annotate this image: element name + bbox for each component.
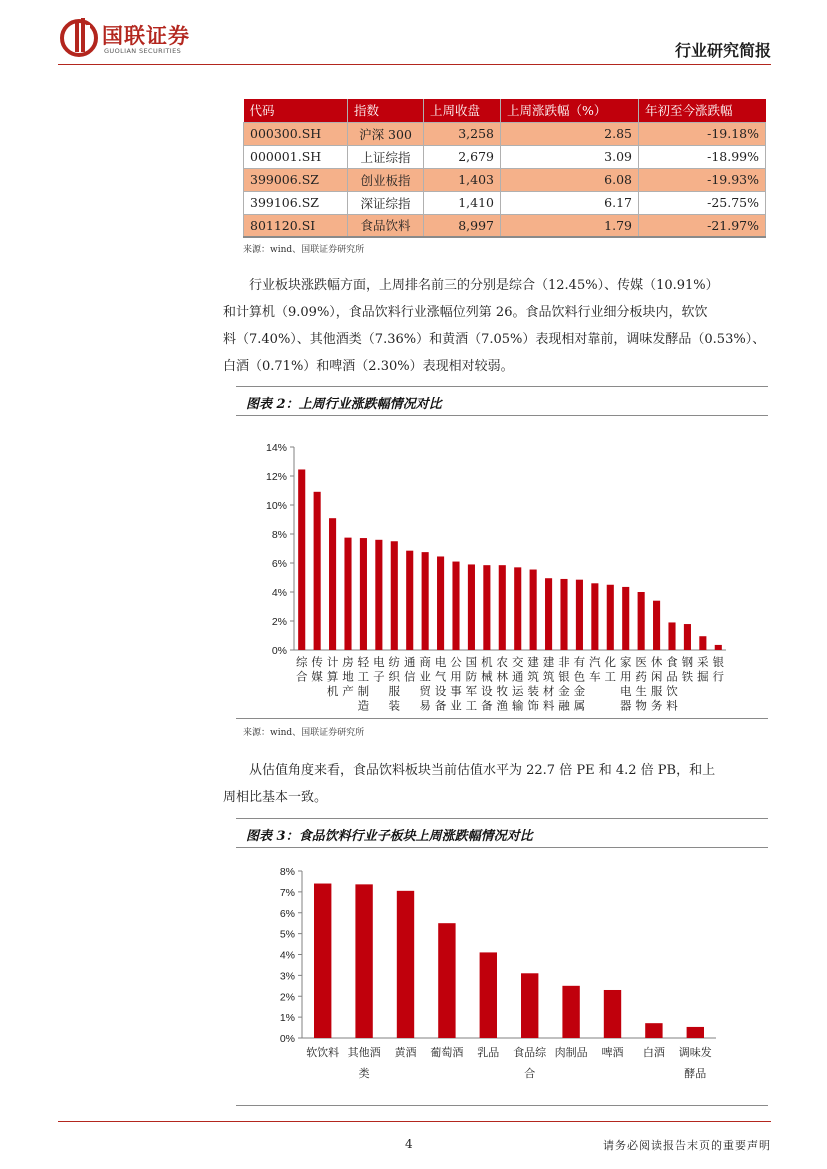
x-category-label xyxy=(404,655,416,684)
bar-家用电器 xyxy=(622,587,629,650)
svg-text:生: 生 xyxy=(635,684,647,698)
x-category-label xyxy=(697,655,709,684)
col-header-ytd-change: 年初至今涨跌幅 xyxy=(639,99,766,122)
svg-text:家: 家 xyxy=(619,655,632,669)
svg-text:金: 金 xyxy=(558,684,570,698)
table-row xyxy=(244,168,766,191)
x-category-label xyxy=(311,655,323,684)
svg-text:工: 工 xyxy=(604,669,617,684)
y-tick-label: 7% xyxy=(279,886,295,899)
bar-有色金属 xyxy=(576,580,583,650)
svg-text:地: 地 xyxy=(342,669,354,684)
bar-建筑材料 xyxy=(545,578,552,650)
figure3-title-bar xyxy=(236,818,768,848)
cell-close: 8,997 xyxy=(424,214,501,237)
svg-text:色: 色 xyxy=(573,669,586,684)
bar-交通运输 xyxy=(514,567,521,650)
svg-text:电: 电 xyxy=(373,655,385,669)
svg-text:黄酒: 黄酒 xyxy=(394,1046,417,1059)
x-category-label xyxy=(466,655,478,713)
svg-text:有: 有 xyxy=(573,655,586,669)
svg-text:软饮料: 软饮料 xyxy=(306,1046,340,1059)
svg-text:械: 械 xyxy=(481,669,493,684)
y-tick-label: 14% xyxy=(265,442,287,454)
cell-index-name: 食品饮料 xyxy=(348,214,424,237)
svg-text:肉制品: 肉制品 xyxy=(554,1046,588,1059)
svg-text:电: 电 xyxy=(619,684,632,698)
cell-ytd-change: -19.18% xyxy=(639,122,766,145)
svg-text:食品综: 食品综 xyxy=(513,1046,547,1059)
svg-text:事: 事 xyxy=(450,684,462,698)
x-category-label xyxy=(497,655,509,713)
svg-text:铁: 铁 xyxy=(681,669,694,684)
svg-text:饰: 饰 xyxy=(527,698,539,713)
col-header-week-change: 上周涨跌幅（%） xyxy=(501,99,639,122)
table-row xyxy=(244,145,766,168)
svg-text:业: 业 xyxy=(419,669,431,684)
bar-食品饮料 xyxy=(668,622,675,650)
svg-text:渔: 渔 xyxy=(496,698,509,713)
svg-text:闲: 闲 xyxy=(650,669,663,684)
svg-text:制: 制 xyxy=(357,684,370,698)
svg-text:白酒: 白酒 xyxy=(642,1046,665,1059)
paragraph-line: 从估值角度来看，食品饮料板块当前估值水平为 22.7 倍 PE 和 4.2 倍 PB，和上 xyxy=(249,763,716,778)
bar-黄酒 xyxy=(397,891,414,1038)
bar-其他酒类 xyxy=(355,884,372,1038)
svg-text:食: 食 xyxy=(666,655,678,669)
x-category-label xyxy=(342,655,354,698)
x-category-label xyxy=(348,1045,381,1080)
svg-text:商: 商 xyxy=(419,655,431,669)
y-tick-label: 10% xyxy=(265,500,287,512)
col-header-code: 代码 xyxy=(244,99,348,122)
svg-text:传: 传 xyxy=(311,655,323,669)
bar-电子 xyxy=(375,540,382,650)
index-performance-table xyxy=(243,99,766,238)
svg-text:筑: 筑 xyxy=(542,669,555,684)
x-category-label xyxy=(666,655,678,713)
paragraph-line: 行业板块涨跌幅方面，上周排名前三的分别是综合（12.45%）、传媒（10.91%） xyxy=(249,278,719,293)
y-tick-label: 8% xyxy=(279,866,295,878)
x-category-label xyxy=(358,655,370,713)
cell-ytd-change: -19.93% xyxy=(639,168,766,191)
svg-text:电: 电 xyxy=(434,655,447,669)
svg-text:汽: 汽 xyxy=(589,655,601,669)
svg-text:运: 运 xyxy=(511,684,524,698)
svg-text:物: 物 xyxy=(635,698,647,713)
logo-chinese-name: 国联证券 xyxy=(102,24,190,48)
cell-index-name: 沪深 300 xyxy=(348,122,424,145)
bar-化工 xyxy=(607,585,614,650)
svg-text:媒: 媒 xyxy=(311,669,323,684)
bar-农林牧渔 xyxy=(499,565,506,650)
svg-text:服: 服 xyxy=(650,684,663,698)
bar-乳品 xyxy=(480,952,497,1038)
x-category-label xyxy=(296,655,308,684)
bar-国防军工 xyxy=(468,564,475,650)
bar-传媒 xyxy=(314,492,321,650)
x-category-label xyxy=(679,1045,712,1080)
svg-text:军: 军 xyxy=(465,684,478,698)
y-tick-label: 5% xyxy=(279,928,295,941)
svg-text:综: 综 xyxy=(295,655,308,669)
svg-text:业: 业 xyxy=(450,698,462,713)
figure3-bottom-rule xyxy=(236,1105,768,1106)
svg-text:合: 合 xyxy=(295,669,308,684)
x-category-label xyxy=(527,655,539,713)
svg-text:设: 设 xyxy=(434,684,447,698)
svg-text:器: 器 xyxy=(619,698,632,713)
svg-text:银: 银 xyxy=(558,669,570,684)
bar-肉制品 xyxy=(562,986,579,1038)
bar-钢铁 xyxy=(684,624,691,650)
paragraph-line: 白酒（0.71%）和啤酒（2.30%）表现相对较弱。 xyxy=(223,359,514,374)
bar-纺织服装 xyxy=(391,541,398,650)
svg-text:筑: 筑 xyxy=(527,669,539,684)
y-tick-label: 3% xyxy=(279,970,295,983)
cell-code: 801120.SI xyxy=(244,214,348,237)
svg-text:用: 用 xyxy=(450,669,462,684)
svg-text:装: 装 xyxy=(388,698,401,713)
svg-text:服: 服 xyxy=(388,684,401,698)
bar-公用事业 xyxy=(452,562,459,650)
cell-ytd-change: -21.97% xyxy=(639,214,766,237)
svg-text:材: 材 xyxy=(542,684,555,698)
cell-ytd-change: -25.75% xyxy=(639,191,766,214)
cell-week-change: 2.85 xyxy=(501,122,639,145)
x-category-label xyxy=(419,655,431,713)
figure2-title-bar xyxy=(236,386,768,416)
x-category-label xyxy=(558,655,570,713)
svg-text:产: 产 xyxy=(342,684,354,698)
figure3-title: 图表 3：食品饮料行业子板块上周涨跌幅情况对比 xyxy=(246,829,533,844)
chart-svg xyxy=(236,430,768,716)
svg-text:织: 织 xyxy=(388,669,401,684)
paragraph-line: 和计算机（9.09%），食品饮料行业涨幅位列第 26。食品饮料行业细分板块内，软饮 xyxy=(223,305,708,320)
x-category-label xyxy=(306,1045,339,1059)
x-category-label xyxy=(327,655,339,698)
x-category-label xyxy=(512,655,524,713)
svg-text:行: 行 xyxy=(712,669,725,684)
svg-text:牧: 牧 xyxy=(496,684,509,698)
x-category-label xyxy=(450,655,462,713)
svg-text:输: 输 xyxy=(511,698,524,713)
company-logo xyxy=(58,16,228,62)
bar-调味发酵品 xyxy=(687,1027,704,1038)
x-category-label xyxy=(477,1046,499,1059)
svg-text:通: 通 xyxy=(511,669,524,684)
bar-计算机 xyxy=(329,518,336,650)
x-category-label xyxy=(635,655,647,713)
x-category-label xyxy=(481,655,493,713)
svg-text:医: 医 xyxy=(635,655,647,669)
svg-text:属: 属 xyxy=(573,698,586,713)
svg-text:工: 工 xyxy=(465,698,478,713)
svg-text:设: 设 xyxy=(481,684,493,698)
svg-text:备: 备 xyxy=(481,698,493,713)
bar-银行 xyxy=(715,645,722,650)
chart-svg xyxy=(236,858,768,1103)
svg-text:料: 料 xyxy=(666,698,678,713)
x-category-label xyxy=(395,1045,417,1059)
x-category-label xyxy=(605,655,617,684)
footer-divider xyxy=(58,1121,771,1122)
bar-白酒 xyxy=(645,1023,662,1038)
svg-text:林: 林 xyxy=(496,669,509,684)
bar-建筑装饰 xyxy=(530,570,537,650)
table-row xyxy=(244,214,766,237)
bar-通信 xyxy=(406,551,413,650)
paragraph-line: 周相比基本一致。 xyxy=(223,790,328,805)
cell-code: 399106.SZ xyxy=(244,191,348,214)
valuation-paragraph xyxy=(223,757,768,811)
y-tick-label: 8% xyxy=(271,529,287,541)
cell-index-name: 创业板指 xyxy=(348,168,424,191)
industry-change-chart xyxy=(236,430,768,716)
cell-week-change: 6.08 xyxy=(501,168,639,191)
svg-text:钢: 钢 xyxy=(681,655,694,669)
cell-index-name: 深证综指 xyxy=(348,191,424,214)
svg-text:交: 交 xyxy=(511,655,524,669)
svg-text:车: 车 xyxy=(589,669,601,684)
svg-text:采: 采 xyxy=(697,655,709,669)
bar-采掘 xyxy=(699,636,706,650)
svg-text:类: 类 xyxy=(358,1067,370,1080)
svg-text:算: 算 xyxy=(326,669,339,684)
x-category-label xyxy=(543,655,555,713)
x-category-label xyxy=(602,1046,624,1059)
svg-text:国: 国 xyxy=(465,655,478,669)
svg-text:轻: 轻 xyxy=(357,655,370,669)
svg-text:其他酒: 其他酒 xyxy=(347,1046,381,1059)
svg-text:备: 备 xyxy=(434,698,447,713)
y-tick-label: 6% xyxy=(279,907,295,920)
svg-text:计: 计 xyxy=(326,655,339,669)
x-category-label xyxy=(430,1045,463,1059)
y-tick-label: 0% xyxy=(271,645,287,657)
x-category-label xyxy=(389,655,401,713)
bar-食品综合 xyxy=(521,973,538,1038)
svg-text:气: 气 xyxy=(434,669,447,684)
cell-index-name: 上证综指 xyxy=(348,145,424,168)
svg-text:休: 休 xyxy=(650,655,663,669)
x-category-label xyxy=(682,655,694,684)
svg-text:农: 农 xyxy=(496,655,509,669)
industry-performance-paragraph xyxy=(223,272,768,380)
svg-text:贸: 贸 xyxy=(419,684,431,698)
cell-week-change: 6.17 xyxy=(501,191,639,214)
svg-text:用: 用 xyxy=(619,669,632,684)
x-category-label xyxy=(373,655,385,684)
svg-text:造: 造 xyxy=(357,698,370,713)
page-number: 4 xyxy=(405,1137,413,1151)
paragraph-line: 料（7.40%）、其他酒类（7.36%）和黄酒（7.05%）表现相对靠前，调味发酵品（0.53%）、 xyxy=(223,332,766,347)
cell-close: 2,679 xyxy=(424,145,501,168)
logo-english-name: GUOLIAN SECURITIES xyxy=(104,47,182,55)
y-tick-label: 2% xyxy=(279,991,295,1004)
cell-week-change: 3.09 xyxy=(501,145,639,168)
cell-close: 1,410 xyxy=(424,191,501,214)
bar-休闲服务 xyxy=(653,601,660,650)
bar-啤酒 xyxy=(604,990,621,1038)
svg-text:融: 融 xyxy=(558,698,570,713)
y-tick-label: 6% xyxy=(271,558,287,570)
x-category-label xyxy=(555,1045,588,1059)
table-source-note: 来源：wind、国联证券研究所 xyxy=(243,245,365,255)
cell-close: 3,258 xyxy=(424,122,501,145)
svg-text:装: 装 xyxy=(527,684,539,698)
y-tick-label: 4% xyxy=(271,587,287,599)
svg-text:易: 易 xyxy=(419,698,431,713)
header-divider xyxy=(58,64,771,65)
y-tick-label: 0% xyxy=(279,1033,295,1045)
bar-商业贸易 xyxy=(422,552,429,650)
bar-轻工制造 xyxy=(360,538,367,650)
logo-mark-icon xyxy=(58,16,100,58)
table-row xyxy=(244,122,766,145)
svg-text:料: 料 xyxy=(542,698,555,713)
svg-text:务: 务 xyxy=(650,698,663,713)
footer-disclaimer: 请务必阅读报告末页的重要声明 xyxy=(603,1139,771,1152)
svg-text:房: 房 xyxy=(342,655,354,669)
svg-text:银: 银 xyxy=(712,655,725,669)
cell-code: 000001.SH xyxy=(244,145,348,168)
bar-电气设备 xyxy=(437,556,444,650)
cell-week-change: 1.79 xyxy=(501,214,639,237)
svg-text:合: 合 xyxy=(524,1067,536,1080)
col-header-close: 上周收盘 xyxy=(424,99,501,122)
svg-text:通: 通 xyxy=(403,655,416,669)
x-category-label xyxy=(513,1045,547,1080)
x-category-label xyxy=(713,655,725,684)
svg-text:葡萄酒: 葡萄酒 xyxy=(430,1046,464,1059)
svg-text:酵品: 酵品 xyxy=(684,1067,707,1080)
svg-text:化: 化 xyxy=(604,655,617,669)
svg-text:品: 品 xyxy=(666,669,678,684)
y-tick-label: 2% xyxy=(271,616,287,628)
svg-text:工: 工 xyxy=(357,669,370,684)
svg-text:非: 非 xyxy=(558,655,570,669)
table-header-row xyxy=(244,99,766,122)
x-category-label xyxy=(435,655,447,713)
bar-非银金融 xyxy=(560,579,567,650)
svg-text:信: 信 xyxy=(403,669,416,684)
bar-葡萄酒 xyxy=(438,923,455,1038)
document-type: 行业研究简报 xyxy=(674,41,771,60)
y-tick-label: 1% xyxy=(279,1012,295,1025)
cell-code: 000300.SH xyxy=(244,122,348,145)
figure2-title: 图表 2：上周行业涨跌幅情况对比 xyxy=(246,397,442,412)
svg-text:金: 金 xyxy=(573,684,586,698)
cell-close: 1,403 xyxy=(424,168,501,191)
cell-ytd-change: -18.99% xyxy=(639,145,766,168)
cell-code: 399006.SZ xyxy=(244,168,348,191)
svg-text:机: 机 xyxy=(326,684,339,698)
figure2-source-note: 来源：wind、国联证券研究所 xyxy=(243,728,365,738)
bar-综合 xyxy=(298,469,305,650)
bar-机械设备 xyxy=(483,565,490,650)
y-tick-label: 4% xyxy=(279,949,295,962)
svg-text:建: 建 xyxy=(527,655,539,669)
x-category-label xyxy=(574,655,586,713)
svg-text:药: 药 xyxy=(635,669,647,684)
svg-text:调味发: 调味发 xyxy=(678,1046,712,1059)
col-header-index: 指数 xyxy=(348,99,424,122)
svg-text:饮: 饮 xyxy=(666,684,678,698)
bar-房地产 xyxy=(344,538,351,650)
svg-text:机: 机 xyxy=(481,655,493,669)
food-beverage-subsector-chart xyxy=(236,858,768,1103)
table-row xyxy=(244,191,766,214)
svg-text:防: 防 xyxy=(465,669,478,684)
svg-text:啤酒: 啤酒 xyxy=(601,1046,624,1059)
x-category-label xyxy=(589,655,601,684)
y-tick-label: 12% xyxy=(265,471,287,483)
svg-text:建: 建 xyxy=(542,655,555,669)
svg-text:纺: 纺 xyxy=(388,655,401,669)
figure2-bottom-rule xyxy=(236,718,768,719)
svg-text:乳品: 乳品 xyxy=(477,1046,500,1059)
svg-text:掘: 掘 xyxy=(697,669,709,684)
svg-text:公: 公 xyxy=(450,655,462,669)
bar-汽车 xyxy=(591,583,598,650)
bar-医药生物 xyxy=(638,592,645,650)
x-category-label xyxy=(643,1046,665,1059)
svg-text:子: 子 xyxy=(373,669,385,684)
x-category-label xyxy=(651,655,663,713)
bar-软饮料 xyxy=(314,884,331,1038)
x-category-label xyxy=(620,655,632,713)
